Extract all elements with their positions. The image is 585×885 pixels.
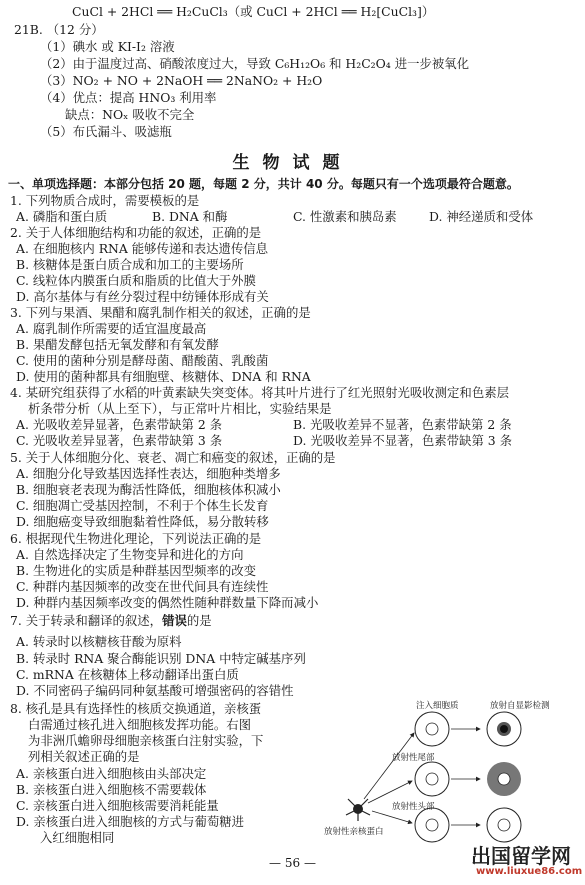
option: A. 腐乳制作所需要的适宜温度最高: [16, 321, 207, 336]
watermark-logo: 出国留学网: [471, 844, 571, 868]
option: C. 性激素和胰岛素: [293, 209, 397, 224]
option: D. 高尔基体与有丝分裂过程中纺锤体形成有关: [16, 289, 269, 304]
section-heading: 一、单项选择题：本部分包括 20 题，每题 2 分，共计 40 分。每题只有一个选项最符合题意。: [8, 177, 519, 191]
question-stem: 4. 某研究组获得了水稻的叶黄素缺失突变体。将其叶片进行了红光照射光吸收测定和色素层: [10, 385, 509, 400]
page-number: — 56 —: [269, 856, 316, 870]
answer-item: （4）优点：提高 HNO₃ 利用率: [40, 90, 217, 105]
answer-21b-heading: 21B. （12 分）: [14, 22, 104, 37]
option: B. 生物进化的实质是种群基因型频率的改变: [16, 563, 257, 578]
option: A. 转录时以核糖核苷酸为原料: [16, 634, 182, 649]
option: C. 光吸收差异显著，色素带缺第 3 条: [16, 433, 223, 448]
cell-row-whole: [415, 712, 521, 746]
page-title: 生物试题: [232, 153, 353, 173]
answer-item: （1）碘水 或 KI-I₂ 溶液: [40, 39, 175, 54]
option: D. 神经递质和受体: [429, 209, 534, 224]
option: D. 使用的菌种都具有细胞壁、核糖体、DNA 和 RNA: [16, 369, 311, 384]
option-cont: 入红细胞相同: [40, 830, 115, 845]
question-stem: 7. 关于转录和翻译的叙述，错误的是: [10, 613, 212, 628]
label-autoradiography: 放射自显影检测: [490, 701, 550, 711]
option: A. 亲核蛋白进入细胞核由头部决定: [16, 766, 207, 781]
answer-item: （5）布氏漏斗、吸滤瓶: [40, 124, 172, 139]
option: A. 在细胞核内 RNA 能够传递和表达遗传信息: [16, 241, 269, 256]
option: B. 转录时 RNA 聚合酶能识别 DNA 中特定碱基序列: [16, 651, 306, 666]
option: D. 亲核蛋白进入细胞核的方式与葡萄糖进: [16, 814, 245, 829]
option: B. 光吸收差异不显著，色素带缺第 2 条: [293, 417, 512, 432]
option: B. 细胞衰老表现为酶活性降低，细胞核体积减小: [16, 482, 281, 497]
option: A. 磷脂和蛋白质: [16, 209, 108, 224]
option: C. 使用的菌种分别是酵母菌、醋酸菌、乳酸菌: [16, 353, 269, 368]
option: C. mRNA 在核糖体上移动翻译出蛋白质: [16, 667, 239, 682]
option: B. DNA 和酶: [152, 209, 228, 224]
question-stem: 3. 下列与果酒、果醋和腐乳制作相关的叙述，正确的是: [10, 305, 311, 320]
option: A. 光吸收差异显著，色素带缺第 2 条: [16, 417, 223, 432]
question-stem-cont: 列相关叙述正确的是: [28, 749, 140, 764]
label-inject: 注入细胞质: [416, 701, 459, 711]
question-stem: 8. 核孔是具有选择性的核质交换通道，亲核蛋: [10, 701, 262, 716]
equation-line: CuCl + 2HCl ══ H₂CuCl₃（或 CuCl + 2HCl ══ H₂[CuCl₃]）: [72, 4, 435, 19]
option: D. 种群内基因频率改变的偶然性随种群数量下降而减小: [16, 595, 319, 610]
protein-molecule: [346, 799, 370, 821]
answer-item: （2）由于温度过高、硝酸浓度过大，导致 C₆H₁₂O₆ 和 H₂C₂O₄ 进一步被氧化: [40, 56, 470, 71]
option: C. 种群内基因频率的改变在世代间具有连续性: [16, 579, 269, 594]
option: C. 亲核蛋白进入细胞核需要消耗能量: [16, 798, 219, 813]
option: B. 亲核蛋白进入细胞核不需要载体: [16, 782, 207, 797]
option: A. 细胞分化导致基因选择性表达，细胞种类增多: [16, 466, 281, 481]
question-stem-cont: 析条带分析（从上至下），与正常叶片相比，实验结果是: [28, 401, 332, 416]
option: B. 果醋发酵包括无氧发酵和有氧发酵: [16, 337, 219, 352]
label-protein: 放射性亲核蛋白: [324, 827, 384, 837]
option: D. 光吸收差异不显著，色素带缺第 3 条: [293, 433, 512, 448]
answer-item: 缺点：NOₓ 吸收不完全: [65, 107, 195, 122]
question-stem-cont: 为非洲爪蟾卵母细胞亲核蛋白注射实验，下: [28, 733, 264, 748]
option: A. 自然选择决定了生物变异和进化的方向: [16, 547, 244, 562]
cell-row-head: [415, 808, 521, 842]
label-tail: 放射性尾部: [392, 753, 435, 763]
question-stem: 6. 根据现代生物进化理论，下列说法正确的是: [10, 531, 262, 546]
watermark-url: www.liuxue86.com: [476, 866, 583, 877]
question-stem: 1. 下列物质合成时，需要模板的是: [10, 193, 200, 208]
option: B. 核糖体是蛋白质合成和加工的主要场所: [16, 257, 244, 272]
question-stem: 2. 关于人体细胞结构和功能的叙述，正确的是: [10, 225, 262, 240]
option: D. 细胞癌变导致细胞黏着性降低，易分散转移: [16, 514, 269, 529]
label-head: 放射性头部: [392, 802, 435, 812]
cell-row-tail: [415, 762, 521, 796]
emphasis-word: 错误: [162, 613, 187, 628]
question-stem-cont: 白需通过核孔进入细胞核发挥功能。右图: [28, 717, 252, 732]
answer-item: （3）NO₂ + NO + 2NaOH ══ 2NaNO₂ + H₂O: [40, 73, 323, 88]
nuclear-protein-figure: [318, 697, 580, 847]
option: D. 不同密码子编码同种氨基酸可增强密码的容错性: [16, 683, 294, 698]
question-stem: 5. 关于人体细胞分化、衰老、凋亡和癌变的叙述，正确的是: [10, 450, 336, 465]
option: C. 细胞凋亡受基因控制，不利于个体生长发育: [16, 498, 269, 513]
option: C. 线粒体内膜蛋白质和脂质的比值大于外膜: [16, 273, 256, 288]
